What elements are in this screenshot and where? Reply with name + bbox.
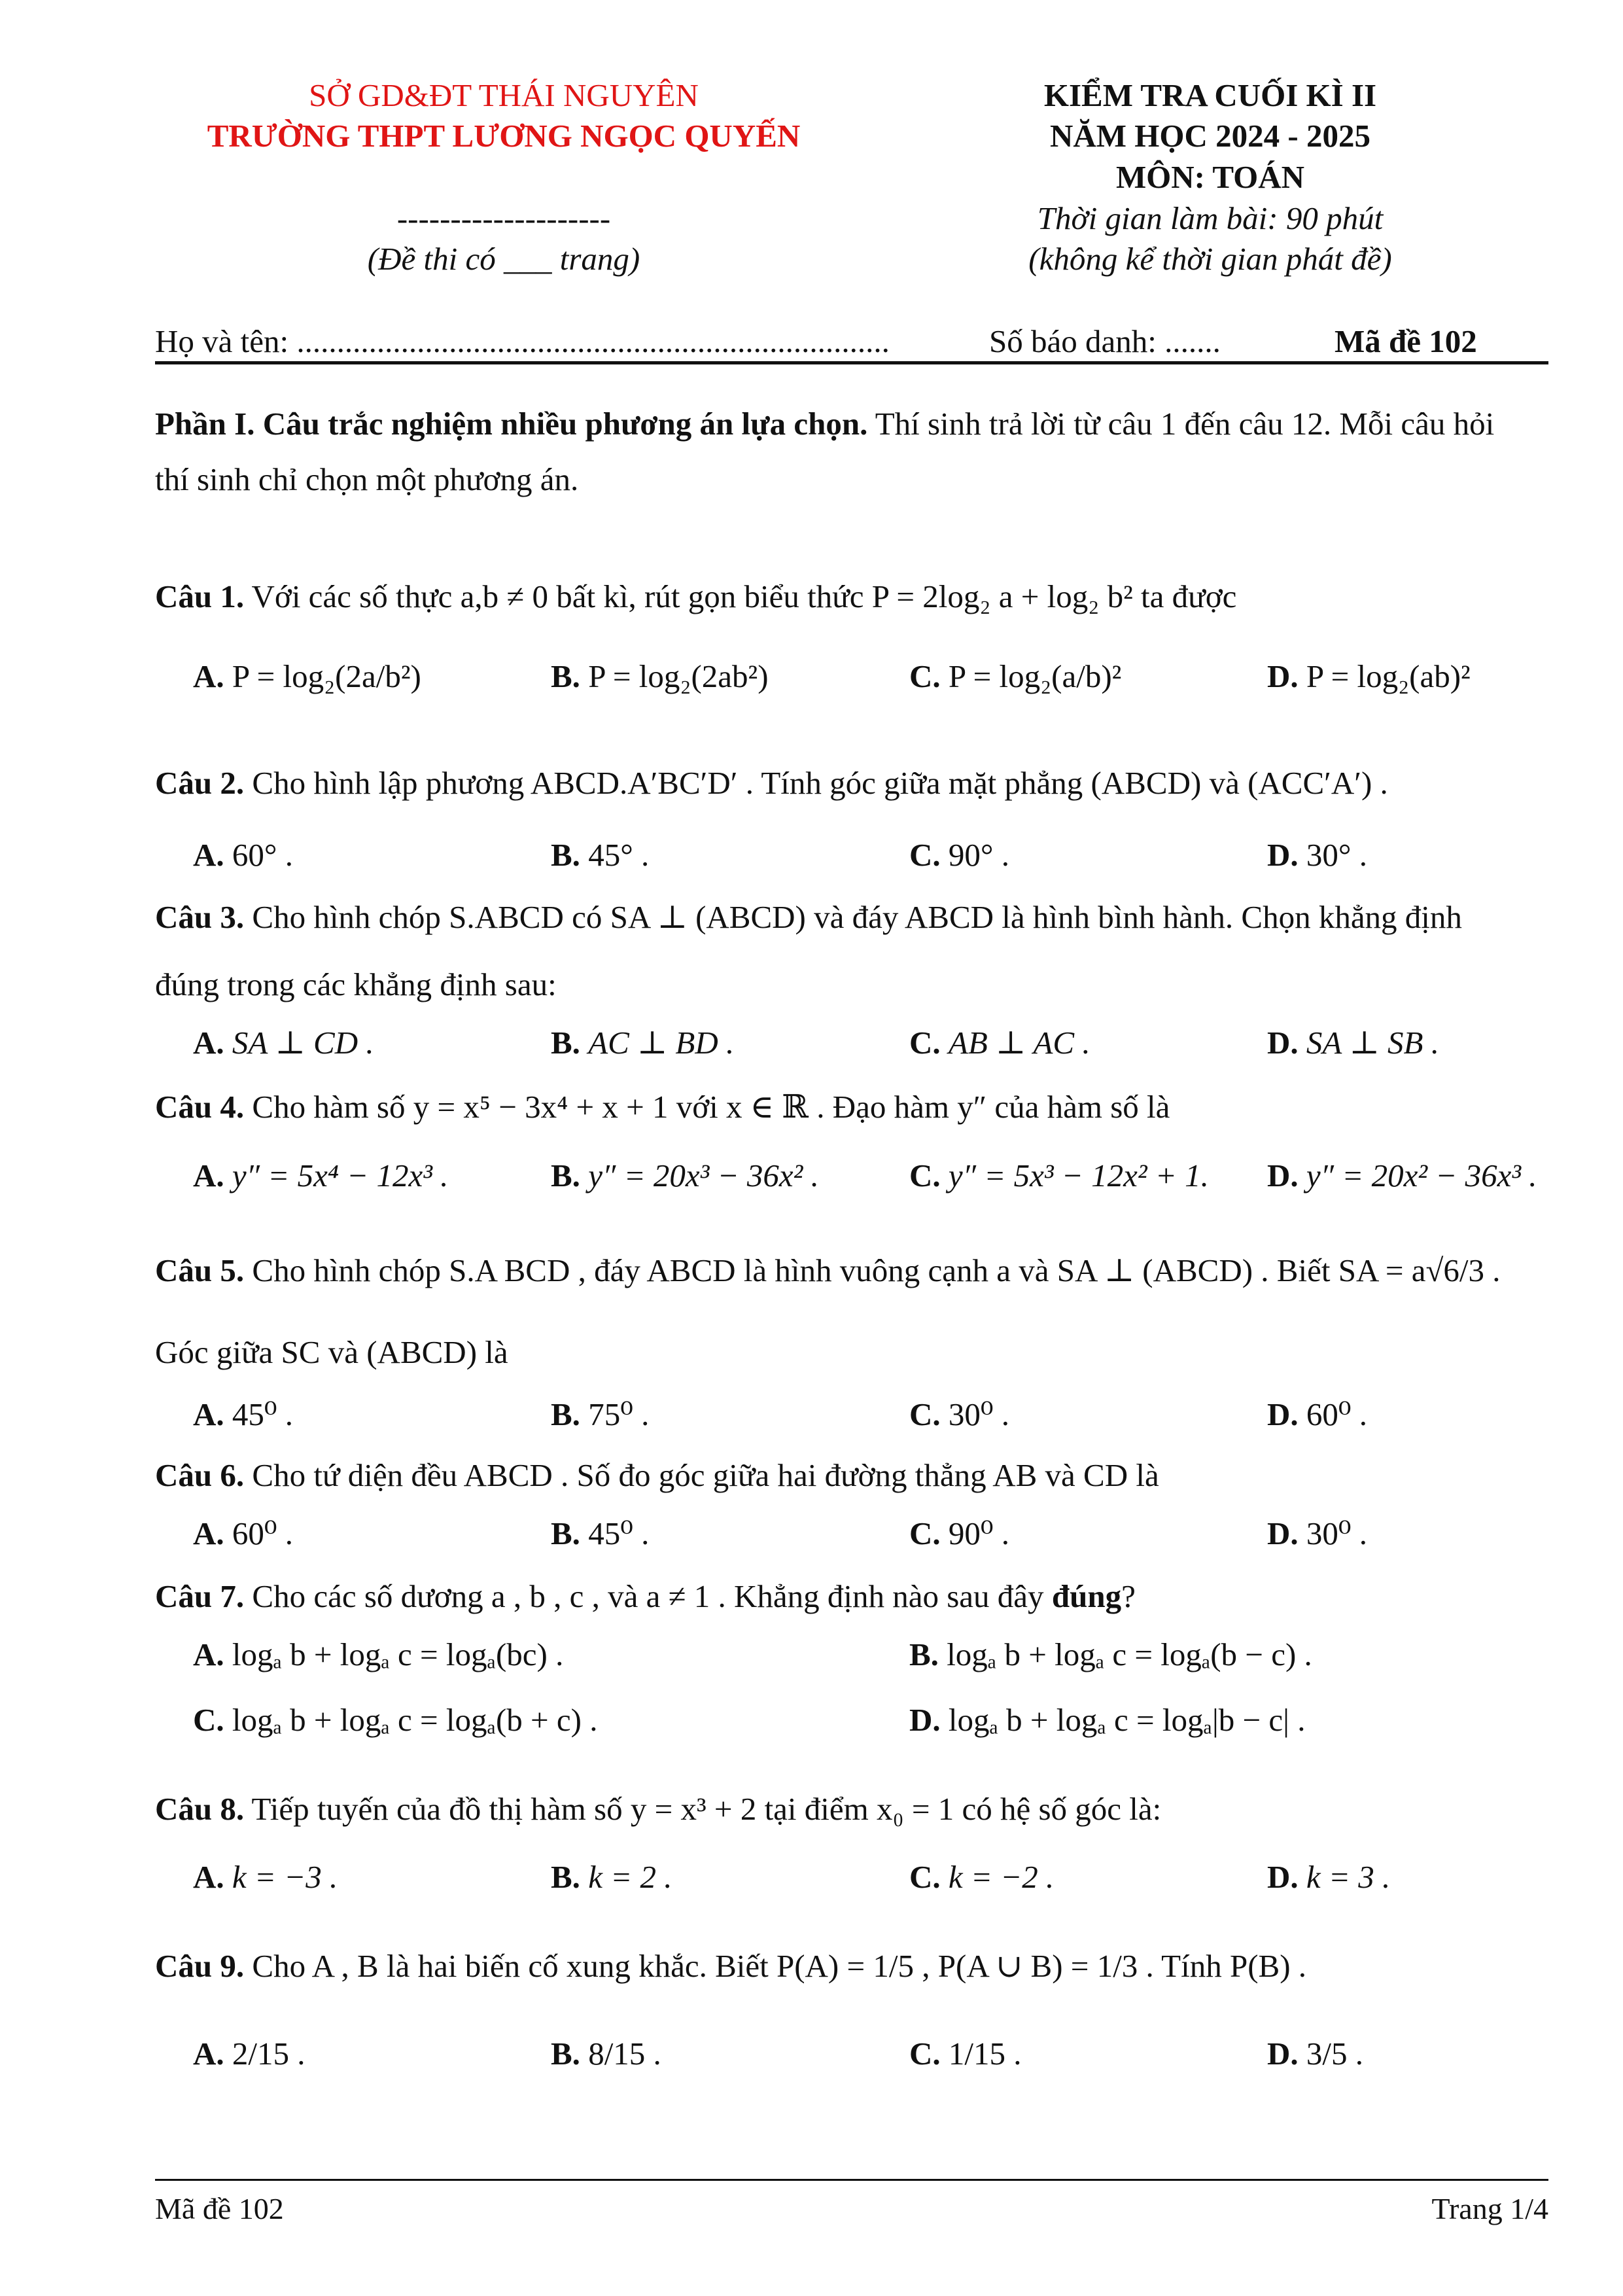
option-text: logₐ b + logₐ c = logₐ(bc) . — [232, 1636, 564, 1672]
header-rule — [155, 361, 1548, 364]
footer-rule — [155, 2179, 1548, 2181]
option-text: y″ = 20x² − 36x³ . — [1306, 1157, 1537, 1193]
question-label: Câu 4. — [155, 1089, 245, 1125]
option-label: D. — [909, 1702, 941, 1738]
question-1 — [155, 577, 1236, 616]
school-name: TRƯỜNG THPT LƯƠNG NGỌC QUYẾN — [207, 118, 801, 154]
question-4 — [155, 1087, 1170, 1127]
question-3 — [155, 898, 1462, 937]
option-label: C. — [909, 1396, 941, 1432]
option-text: 45⁰ . — [232, 1396, 294, 1432]
option-label: C. — [909, 1515, 941, 1551]
option-text: 8/15 . — [588, 2036, 661, 2072]
option-label: D. — [1267, 2036, 1299, 2072]
option-text: P = log₂(2a/b²) — [232, 658, 421, 694]
option-text: 45° . — [588, 837, 650, 873]
q4-option-a — [193, 1157, 448, 1194]
q2-option-c — [909, 836, 1009, 874]
duration: Thời gian làm bài: 90 phút — [1037, 200, 1384, 236]
option-text: SA ⊥ CD . — [232, 1025, 374, 1061]
option-text: 30⁰ . — [948, 1396, 1010, 1432]
option-label: D. — [1267, 1396, 1299, 1432]
option-label: B. — [551, 1396, 580, 1432]
q5-option-b — [551, 1396, 649, 1433]
option-text: SA ⊥ SB . — [1306, 1025, 1439, 1061]
q1-option-c — [909, 658, 1121, 695]
q3-option-c — [909, 1024, 1091, 1061]
dept-name: SỞ GD&ĐT THÁI NGUYÊN — [309, 77, 699, 113]
option-text: logₐ b + logₐ c = logₐ|b − c| . — [948, 1702, 1306, 1738]
q6-option-a — [193, 1515, 293, 1552]
q7-option-a — [193, 1636, 563, 1673]
q1-option-b — [551, 658, 769, 695]
q8-option-d — [1267, 1858, 1390, 1896]
q9-option-a — [193, 2035, 305, 2072]
q4-option-d — [1267, 1157, 1537, 1194]
option-label: A. — [193, 1636, 224, 1672]
option-label: A. — [193, 658, 224, 694]
question-label: Câu 1. — [155, 578, 245, 614]
question-text: Cho hình chóp S.ABCD có SA ⊥ (ABCD) và đáy ABCD là hình bình hành. Chọn khẳng định — [252, 899, 1462, 935]
q1-option-d — [1267, 658, 1471, 695]
option-label: C. — [909, 1157, 941, 1193]
school-year: NĂM HỌC 2024 - 2025 — [1050, 118, 1370, 154]
option-label: A. — [193, 837, 224, 873]
q6-option-d — [1267, 1515, 1367, 1552]
option-label: D. — [1267, 1157, 1299, 1193]
question-label: Câu 3. — [155, 899, 245, 935]
question-2 — [155, 764, 1388, 803]
q7-option-d — [909, 1701, 1305, 1739]
option-label: C. — [909, 2036, 941, 2072]
option-text: AB ⊥ AC . — [948, 1025, 1091, 1061]
option-label: A. — [193, 1515, 224, 1551]
q4-option-b — [551, 1157, 819, 1194]
question-text: Cho hình lập phương ABCD.A′BC′D′ . Tính góc giữa mặt phẳng (ABCD) và (ACC′A′) . — [252, 765, 1388, 801]
question-label: Câu 5. — [155, 1252, 245, 1288]
option-text: 60° . — [232, 837, 293, 873]
q8-option-a — [193, 1858, 338, 1896]
option-text: 45⁰ . — [588, 1515, 650, 1551]
question-text: Với các số thực a,b ≠ 0 bất kì, rút gọn biểu thức P = 2log₂ a + log₂ b² ta được — [251, 578, 1237, 614]
option-text: P = log₂(ab)² — [1306, 658, 1471, 694]
question-text: Cho A , B là hai biến cố xung khắc. Biết P(A) = 1/5 , P(A ∪ B) = 1/3 . Tính P(B) . — [252, 1948, 1307, 1984]
part1-title: Phần I. Câu trắc nghiệm nhiều phương án lựa chọn. — [155, 406, 868, 442]
option-label: A. — [193, 1157, 224, 1193]
q6-option-b — [551, 1515, 649, 1552]
option-label: B. — [551, 1515, 580, 1551]
footer-exam-code: Mã đề 102 — [155, 2192, 284, 2225]
option-text: 75⁰ . — [588, 1396, 650, 1432]
option-text: P = log₂(a/b)² — [948, 658, 1122, 694]
q2-option-d — [1267, 836, 1367, 874]
option-text: logₐ b + logₐ c = logₐ(b − c) . — [947, 1636, 1312, 1672]
emphasis-word: đúng — [1051, 1578, 1122, 1614]
exam-code: Mã đề 102 — [1335, 323, 1477, 359]
q9-option-b — [551, 2035, 661, 2072]
question-label: Câu 9. — [155, 1948, 245, 1984]
option-label: A. — [193, 1859, 224, 1895]
student-id-field: Số báo danh: ....... — [989, 323, 1221, 359]
q3-option-d — [1267, 1024, 1439, 1061]
option-text: 1/15 . — [948, 2036, 1022, 2072]
option-label: B. — [551, 837, 580, 873]
option-text: k = −3 . — [232, 1859, 338, 1895]
question-text: Tiếp tuyến của đồ thị hàm số y = x³ + 2 tại điểm x₀ = 1 có hệ số góc là: — [251, 1791, 1162, 1827]
option-label: C. — [909, 837, 941, 873]
option-label: C. — [909, 1859, 941, 1895]
part1-instruction — [155, 404, 1494, 444]
pages-note: (Đề thi có ___ trang) — [367, 241, 640, 277]
q5-option-d — [1267, 1396, 1367, 1433]
option-label: C. — [909, 658, 941, 694]
question-text: Cho hình chóp S.A BCD , đáy ABCD là hình vuông cạnh a và SA ⊥ (ABCD) . Biết SA = a√6/3 . — [252, 1252, 1501, 1288]
option-label: C. — [909, 1025, 941, 1061]
q2-option-b — [551, 836, 649, 874]
footer-page-number: Trang 1/4 — [1431, 2192, 1548, 2225]
part1-instruction-1: Thí sinh trả lời từ câu 1 đến câu 12. Mỗi câu hỏi — [867, 406, 1495, 442]
question-8 — [155, 1790, 1161, 1829]
option-text: 90⁰ . — [948, 1515, 1010, 1551]
option-text: 90° . — [948, 837, 1009, 873]
q9-option-d — [1267, 2035, 1363, 2072]
option-label: D. — [1267, 1515, 1299, 1551]
option-text: k = 2 . — [588, 1859, 672, 1895]
option-label: B. — [551, 658, 580, 694]
q3-option-a — [193, 1024, 374, 1061]
option-label: B. — [551, 1157, 580, 1193]
option-text: k = 3 . — [1306, 1859, 1391, 1895]
option-label: A. — [193, 2036, 224, 2072]
option-text: 3/5 . — [1306, 2036, 1364, 2072]
option-label: A. — [193, 1025, 224, 1061]
question-6 — [155, 1456, 1159, 1495]
option-label: D. — [1267, 837, 1299, 873]
option-text: y″ = 5x⁴ − 12x³ . — [232, 1157, 449, 1193]
question-3-line-2: đúng trong các khẳng định sau: — [155, 966, 557, 1002]
option-label: B. — [909, 1636, 939, 1672]
option-text: 2/15 . — [232, 2036, 305, 2072]
q7-option-c — [193, 1701, 597, 1739]
option-label: D. — [1267, 1859, 1299, 1895]
exam-title: KIỂM TRA CUỐI KÌ II — [1043, 77, 1377, 113]
question-text: Cho hàm số y = x⁵ − 3x⁴ + x + 1 với x ∈ ℝ . Đạo hàm y″ của hàm số là — [252, 1089, 1170, 1125]
question-label: Câu 7. — [155, 1578, 245, 1614]
q9-option-c — [909, 2035, 1022, 2072]
option-text: y″ = 20x³ − 36x² . — [588, 1157, 819, 1193]
student-name-field: Họ và tên: .......................................................................... — [155, 323, 890, 359]
option-label: A. — [193, 1396, 224, 1432]
part1-instruction-2: thí sinh chỉ chọn một phương án. — [155, 461, 579, 497]
q2-option-a — [193, 836, 293, 874]
option-text: 30⁰ . — [1306, 1515, 1368, 1551]
q6-option-c — [909, 1515, 1009, 1552]
question-label: Câu 8. — [155, 1791, 245, 1827]
q3-option-b — [551, 1024, 734, 1061]
q4-option-c — [909, 1157, 1209, 1194]
q5-option-c — [909, 1396, 1009, 1433]
option-text: 60⁰ . — [1306, 1396, 1368, 1432]
option-label: B. — [551, 2036, 580, 2072]
q7-option-b — [909, 1636, 1312, 1673]
option-text: 30° . — [1306, 837, 1367, 873]
option-label: D. — [1267, 1025, 1299, 1061]
q8-option-b — [551, 1858, 672, 1896]
question-label: Câu 2. — [155, 765, 245, 801]
question-9 — [155, 1947, 1306, 1986]
option-text: AC ⊥ BD . — [588, 1025, 735, 1061]
question-5-line-2: Góc giữa SC và (ABCD) là — [155, 1334, 508, 1370]
question-text: Cho các số dương a , b , c , và a ≠ 1 . Khẳng định nào sau đây — [252, 1578, 1044, 1614]
q8-option-c — [909, 1858, 1054, 1896]
question-tail: ? — [1121, 1578, 1136, 1614]
option-text: y″ = 5x³ − 12x² + 1. — [948, 1157, 1209, 1193]
option-label: D. — [1267, 658, 1299, 694]
q1-option-a — [193, 658, 421, 695]
option-text: k = −2 . — [948, 1859, 1055, 1895]
option-label: B. — [551, 1025, 580, 1061]
duration-note: (không kể thời gian phát đề) — [1028, 241, 1392, 277]
option-label: C. — [193, 1702, 224, 1738]
q5-option-a — [193, 1396, 293, 1433]
option-text: P = log₂(2ab²) — [588, 658, 769, 694]
option-label: B. — [551, 1859, 580, 1895]
question-text: Cho tứ diện đều ABCD . Số đo góc giữa hai đường thẳng AB và CD là — [252, 1457, 1159, 1493]
question-7 — [155, 1577, 1136, 1616]
subject: MÔN: TOÁN — [1115, 159, 1305, 195]
question-5 — [155, 1251, 1501, 1290]
option-text: logₐ b + logₐ c = logₐ(b + c) . — [232, 1702, 598, 1738]
header-dashes: -------------------- — [396, 200, 611, 236]
option-text: 60⁰ . — [232, 1515, 294, 1551]
question-label: Câu 6. — [155, 1457, 245, 1493]
